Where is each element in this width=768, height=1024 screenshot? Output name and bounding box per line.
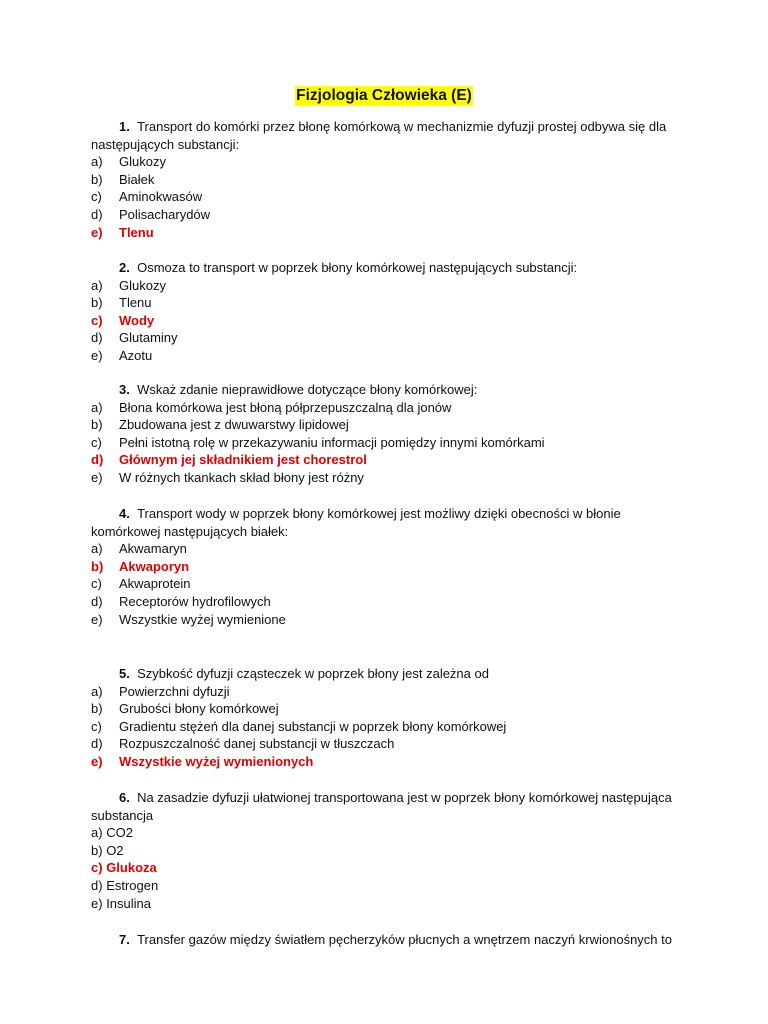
option-letter: e) <box>91 224 103 240</box>
option-text: Głównym jej składnikiem jest chorestrol <box>119 452 367 468</box>
option-text: Azotu <box>119 347 153 363</box>
answer-option <box>91 611 691 629</box>
option-text: Błona komórkowa jest błoną półprzepuszczalną dla jonów <box>119 399 452 415</box>
option-text: O2 <box>106 842 124 858</box>
answer-option-correct <box>91 224 691 242</box>
answer-option <box>91 700 691 718</box>
question-number: 2. <box>119 260 130 275</box>
option-text: W różnych tkankach skład błony jest różny <box>119 469 364 485</box>
option-letter: d) <box>91 452 104 468</box>
option-letter: c) <box>91 860 103 876</box>
question-text: Wskaż zdanie nieprawidłowe dotyczące błony komórkowej: <box>137 382 478 397</box>
answer-option <box>91 593 691 611</box>
option-text: Glukozy <box>119 277 166 293</box>
option-letter: a) <box>91 399 103 415</box>
answer-option <box>91 718 691 736</box>
option-letter: d) <box>91 593 103 609</box>
question-7 <box>91 931 691 949</box>
answer-option <box>91 153 691 171</box>
question-number: 1. <box>119 119 130 134</box>
answer-option <box>91 575 691 593</box>
answer-option <box>91 434 691 452</box>
option-letter: c) <box>91 718 102 734</box>
option-letter: e) <box>91 753 103 769</box>
option-letter: d) <box>91 330 103 346</box>
question-4 <box>91 505 691 628</box>
option-letter: c) <box>91 434 102 450</box>
answer-option <box>91 294 691 312</box>
option-letter: a) <box>91 683 103 699</box>
option-text: Insulina <box>106 895 151 911</box>
answer-option <box>91 416 691 434</box>
answer-option <box>91 735 691 753</box>
option-text: Zbudowana jest z dwuwarstwy lipidowej <box>119 417 349 433</box>
answer-option-correct <box>91 451 691 469</box>
option-text: Tlenu <box>119 224 154 240</box>
answer-option <box>91 683 691 701</box>
option-letter: c) <box>91 576 102 592</box>
option-text: Receptorów hydrofilowych <box>119 593 271 609</box>
option-text: Glukoza <box>106 860 157 876</box>
option-letter: a) <box>91 154 103 170</box>
answer-option <box>91 347 691 365</box>
title-wrap <box>0 86 768 106</box>
option-text: Glutaminy <box>119 330 178 346</box>
option-letter: b) <box>91 295 103 311</box>
question-3 <box>91 381 691 487</box>
option-text: Wszystkie wyżej wymienione <box>119 611 286 627</box>
question-number: 5. <box>119 666 130 681</box>
option-letter: d) <box>91 736 103 752</box>
question-stem <box>91 665 691 683</box>
answer-option <box>91 895 691 913</box>
answer-option-correct <box>91 312 691 330</box>
option-text: Aminokwasów <box>119 189 203 205</box>
option-text: Pełni istotną rolę w przekazywaniu informacji pomiędzy innymi komórkami <box>119 434 545 450</box>
option-text: Akwaporyn <box>119 558 190 574</box>
answer-option <box>91 329 691 347</box>
question-text: Transfer gazów między światłem pęcherzyków płucnych a wnętrzem naczyń krwionośnych to <box>137 932 672 947</box>
option-text: Wody <box>119 312 155 328</box>
option-letter: d) <box>91 877 103 893</box>
question-text: Transport do komórki przez błonę komórkową w mechanizmie dyfuzji prostej odbywa się dla następujących substancji: <box>91 119 667 152</box>
question-stem <box>91 789 691 824</box>
option-text: Akwaprotein <box>119 576 191 592</box>
option-text: CO2 <box>106 825 133 841</box>
option-letter: e) <box>91 611 103 627</box>
option-text: Rozpuszczalność danej substancji w tłuszczach <box>119 736 395 752</box>
option-text: Akwamaryn <box>119 541 187 557</box>
question-1 <box>91 118 691 241</box>
option-letter: e) <box>91 347 103 363</box>
question-text: Na zasadzie dyfuzji ułatwionej transportowana jest w poprzek błony komórkowej następująca substancja <box>91 790 672 823</box>
question-stem <box>91 931 691 949</box>
option-letter: b) <box>91 171 103 187</box>
answer-option <box>91 206 691 224</box>
answer-option <box>91 399 691 417</box>
option-text: Polisacharydów <box>119 206 211 222</box>
answer-option <box>91 824 691 842</box>
option-letter: b) <box>91 842 103 858</box>
option-text: Wszystkie wyżej wymienionych <box>119 753 314 769</box>
option-letter: b) <box>91 558 104 574</box>
option-letter: b) <box>91 417 103 433</box>
option-letter: e) <box>91 895 103 911</box>
answer-option <box>91 277 691 295</box>
answer-option <box>91 842 691 860</box>
option-letter: a) <box>91 277 103 293</box>
question-stem <box>91 381 691 399</box>
option-letter: a) <box>91 825 103 841</box>
answer-option <box>91 188 691 206</box>
option-text: Glukozy <box>119 154 166 170</box>
option-text: Grubości błony komórkowej <box>119 701 279 717</box>
option-text: Powierzchni dyfuzji <box>119 683 230 699</box>
question-text: Szybkość dyfuzji cząsteczek w poprzek błony jest zależna od <box>137 666 489 681</box>
option-letter: b) <box>91 701 103 717</box>
answer-option-correct <box>91 859 691 877</box>
document-title: Fizjologia Człowieka (E) <box>296 87 472 104</box>
question-stem <box>91 505 691 540</box>
answer-option <box>91 171 691 189</box>
option-text: Białek <box>119 171 155 187</box>
question-5 <box>91 665 691 771</box>
option-text: Tlenu <box>119 295 152 311</box>
answer-option-correct <box>91 558 691 576</box>
option-letter: a) <box>91 541 103 557</box>
question-number: 7. <box>119 932 130 947</box>
answer-option <box>91 877 691 895</box>
option-letter: c) <box>91 189 102 205</box>
option-letter: e) <box>91 469 103 485</box>
answer-option <box>91 540 691 558</box>
option-text: Estrogen <box>106 877 159 893</box>
answer-option-correct <box>91 753 691 771</box>
question-stem <box>91 259 691 277</box>
question-number: 4. <box>119 506 130 521</box>
option-text: Gradientu stężeń dla danej substancji w poprzek błony komórkowej <box>119 718 507 734</box>
question-number: 3. <box>119 382 130 397</box>
question-text: Transport wody w poprzek błony komórkowej jest możliwy dzięki obecności w błonie komórkowej następujących białek: <box>91 506 621 539</box>
question-text: Osmoza to transport w poprzek błony komórkowej następujących substancji: <box>137 260 578 275</box>
question-6 <box>91 789 691 912</box>
question-number: 6. <box>119 790 130 805</box>
option-letter: d) <box>91 206 103 222</box>
option-letter: c) <box>91 312 103 328</box>
question-2 <box>91 259 691 365</box>
question-stem <box>91 118 691 153</box>
answer-option <box>91 469 691 487</box>
